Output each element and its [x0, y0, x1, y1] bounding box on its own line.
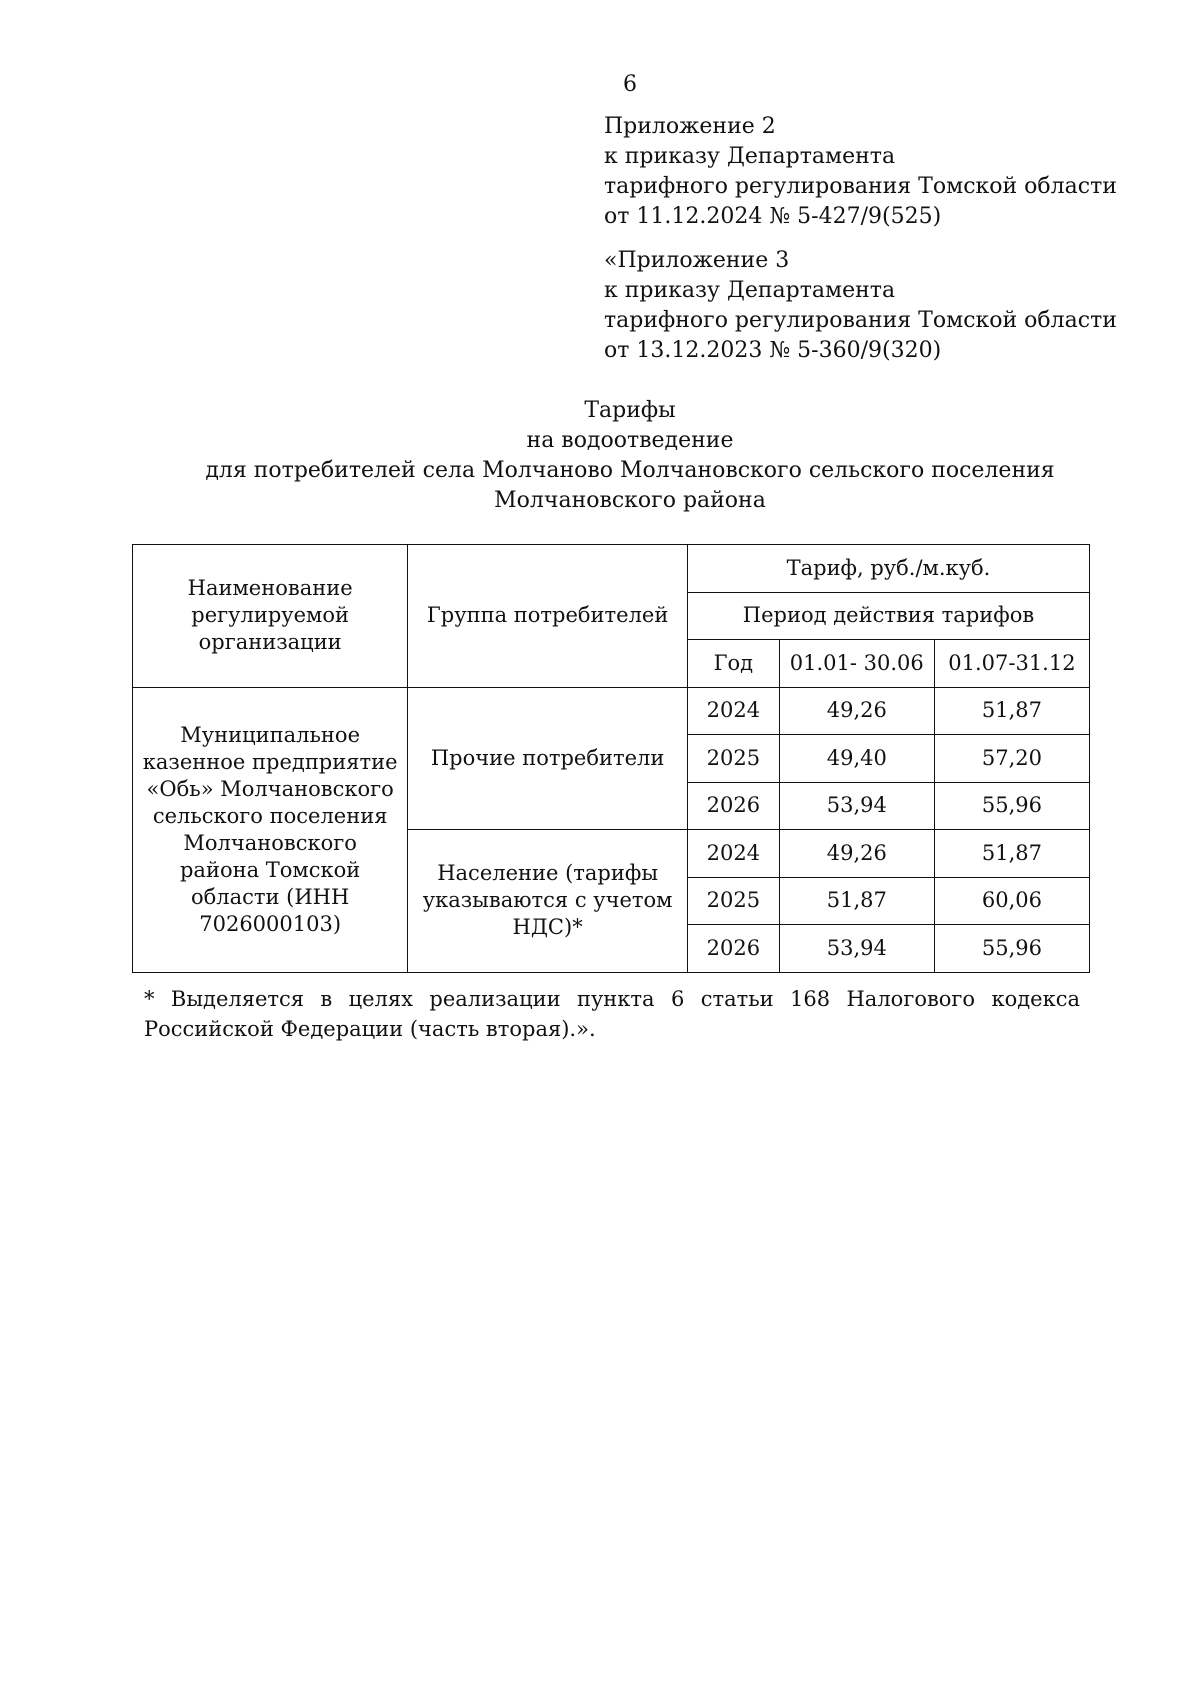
appendix-header-old — [604, 246, 1117, 366]
tariff-cell: 55,96 — [934, 925, 1089, 973]
header-group: Группа потребителей — [408, 545, 688, 688]
title-line: на водоотведение — [526, 428, 734, 453]
tariff-cell: 49,26 — [779, 830, 934, 878]
table-header-row — [133, 545, 1090, 593]
year-cell: 2026 — [687, 782, 779, 830]
tariff-cell: 60,06 — [934, 877, 1089, 925]
page-number: 6 — [623, 72, 637, 97]
title-line: Молчановского района — [494, 488, 766, 513]
appendix-line: Приложение 2 — [604, 114, 776, 139]
header-year: Год — [687, 640, 779, 688]
tariff-cell: 53,94 — [779, 925, 934, 973]
tariff-cell: 49,40 — [779, 735, 934, 783]
tariff-cell: 49,26 — [779, 687, 934, 735]
appendix-header-new — [604, 112, 1117, 232]
tariff-table — [132, 544, 1090, 973]
year-cell: 2026 — [687, 925, 779, 973]
appendix-line: тарифного регулирования Томской области — [604, 308, 1117, 333]
appendix-line: тарифного регулирования Томской области — [604, 174, 1117, 199]
footnote: * Выделяется в целях реализации пункта 6 статьи 168 Налогового кодекса Российской Федерации (часть вторая).». — [144, 987, 1080, 1041]
tariff-cell: 51,87 — [934, 830, 1089, 878]
tariff-cell: 55,96 — [934, 782, 1089, 830]
title-line: Тарифы — [584, 398, 676, 423]
appendix-line: к приказу Департамента — [604, 144, 896, 169]
header-tariff: Тариф, руб./м.куб. — [687, 545, 1089, 593]
group-cell: Население (тарифы указываются с учетом НДС)* — [408, 830, 688, 973]
header-period: Период действия тарифов — [687, 592, 1089, 640]
appendix-line: к приказу Департамента — [604, 278, 896, 303]
header-half1: 01.01- 30.06 — [779, 640, 934, 688]
tariff-cell: 51,87 — [779, 877, 934, 925]
header-org: Наименование регулируемой организации — [133, 545, 408, 688]
year-cell: 2024 — [687, 687, 779, 735]
document-title — [130, 396, 1130, 516]
year-cell: 2025 — [687, 735, 779, 783]
appendix-line: от 13.12.2023 № 5-360/9(320) — [604, 338, 942, 363]
tariff-cell: 51,87 — [934, 687, 1089, 735]
group-cell: Прочие потребители — [408, 687, 688, 830]
appendix-line: «Приложение 3 — [604, 248, 790, 273]
year-cell: 2024 — [687, 830, 779, 878]
table-row — [133, 687, 1090, 735]
tariff-cell: 53,94 — [779, 782, 934, 830]
tariff-cell: 57,20 — [934, 735, 1089, 783]
title-line: для потребителей села Молчаново Молчановского сельского поселения — [205, 458, 1055, 483]
header-half2: 01.07-31.12 — [934, 640, 1089, 688]
year-cell: 2025 — [687, 877, 779, 925]
organization-cell: Муниципальное казенное предприятие «Обь» Молчановского сельского поселения Молчановского района Томской области (ИНН 7026000103) — [133, 687, 408, 972]
appendix-line: от 11.12.2024 № 5-427/9(525) — [604, 204, 942, 229]
